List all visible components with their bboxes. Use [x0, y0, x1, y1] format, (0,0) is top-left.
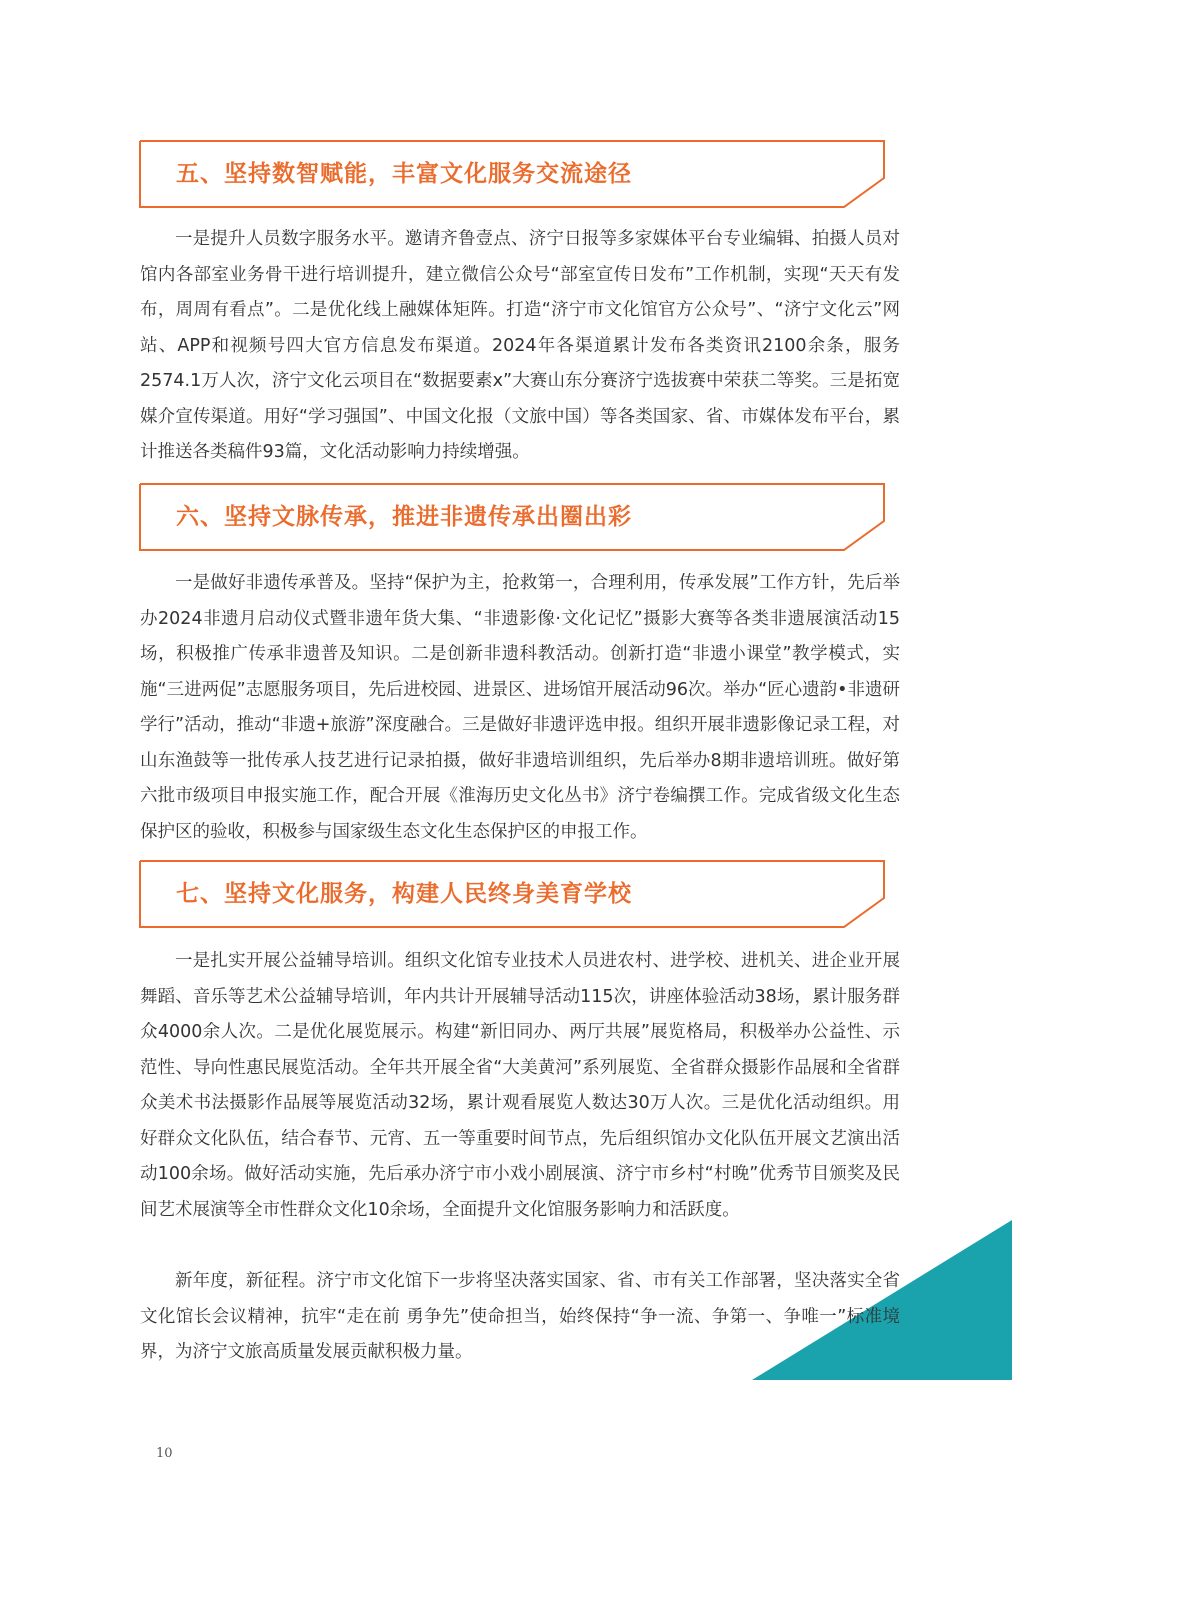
- section-6-paragraph: 一是做好非遗传承普及。坚持“保护为主，抢救第一，合理利用，传承发展”工作方针，先后举办2024非遗月启动仪式暨非遗年货大集、“非遗影像·文化记忆”摄影大赛等各类非遗展演活动15场，积极推广传承非遗普及知识。二是创新非遗科教活动。创新打造“非遗小课堂”教学模式，实施“三进两促”志愿服务项目，先后进校园、进景区、进场馆开展活动96次。举办“匠心遗韵•非遗研学行”活动，推动“非遗+旅游”深度融合。三是做好非遗评选申报。组织开展非遗影像记录工程，对山东渔鼓等一批传承人技艺进行记录拍摄，做好非遗培训组织，先后举办8期非遗培训班。做好第六批市级项目申报实施工作，配合开展《淮海历史文化丛书》济宁卷编撰工作。完成省级文化生态保护区的验收，积极参与国家级生态文化生态保护区的申报工作。: [140, 573, 900, 842]
- section-header-7: [140, 860, 900, 928]
- section-title: 五、坚持数智赋能，丰富文化服务交流途径: [176, 161, 632, 187]
- section-7-paragraph-1: 一是扎实开展公益辅导培训。组织文化馆专业技术人员进农村、进学校、进机关、进企业开展舞蹈、音乐等艺术公益辅导培训，年内共计开展辅导活动115次，讲座体验活动38场，累计服务群众4000余人次。二是优化展览展示。构建“新旧同办、两厅共展”展览格局，积极举办公益性、示范性、导向性惠民展览活动。全年共开展全省“大美黄河”系列展览、全省群众摄影作品展和全省群众美术书法摄影作品展等展览活动32场，累计观看展览人数达30万人次。三是优化活动组织。用好群众文化队伍，结合春节、元宵、五一等重要时间节点，先后组织馆办文化队伍开展文艺演出活动100余场。做好活动实施，先后承办济宁市小戏小剧展演、济宁市乡村“村晚”优秀节目颁奖及民间艺术展演等全市性群众文化10余场，全面提升文化馆服务影响力和活跃度。: [140, 951, 900, 1220]
- section-title: 七、坚持文化服务，构建人民终身美育学校: [176, 881, 632, 907]
- page-number: 10: [156, 1446, 173, 1461]
- section-header-6: [140, 483, 900, 551]
- section-5-paragraph: 一是提升人员数字服务水平。邀请齐鲁壹点、济宁日报等多家媒体平台专业编辑、拍摄人员对馆内各部室业务骨干进行培训提升，建立微信公众号“部室宣传日发布”工作机制，实现“天天有发布，周周有看点”。二是优化线上融媒体矩阵。打造“济宁市文化馆官方公众号”、“济宁文化云”网站、APP和视频号四大官方信息发布渠道。2024年各渠道累计发布各类资讯2100余条，服务2574.1万人次，济宁文化云项目在“数据要素x”大赛山东分赛济宁选拔赛中荣获二等奖。三是拓宽媒介宣传渠道。用好“学习强国”、中国文化报（文旅中国）等各类国家、省、市媒体发布平台，累计推送各类稿件93篇，文化活动影响力持续增强。: [140, 229, 900, 462]
- section-title: 六、坚持文脉传承，推进非遗传承出圈出彩: [176, 504, 632, 530]
- section-7-paragraph-2: 新年度，新征程。济宁市文化馆下一步将坚决落实国家、省、市有关工作部署，坚决落实全省文化馆长会议精神，抗牢“走在前 勇争先”使命担当，始终保持“争一流、争第一、争唯一”标准境界，为济宁文旅高质量发展贡献积极力量。: [140, 1271, 900, 1362]
- section-header-5: [140, 140, 900, 208]
